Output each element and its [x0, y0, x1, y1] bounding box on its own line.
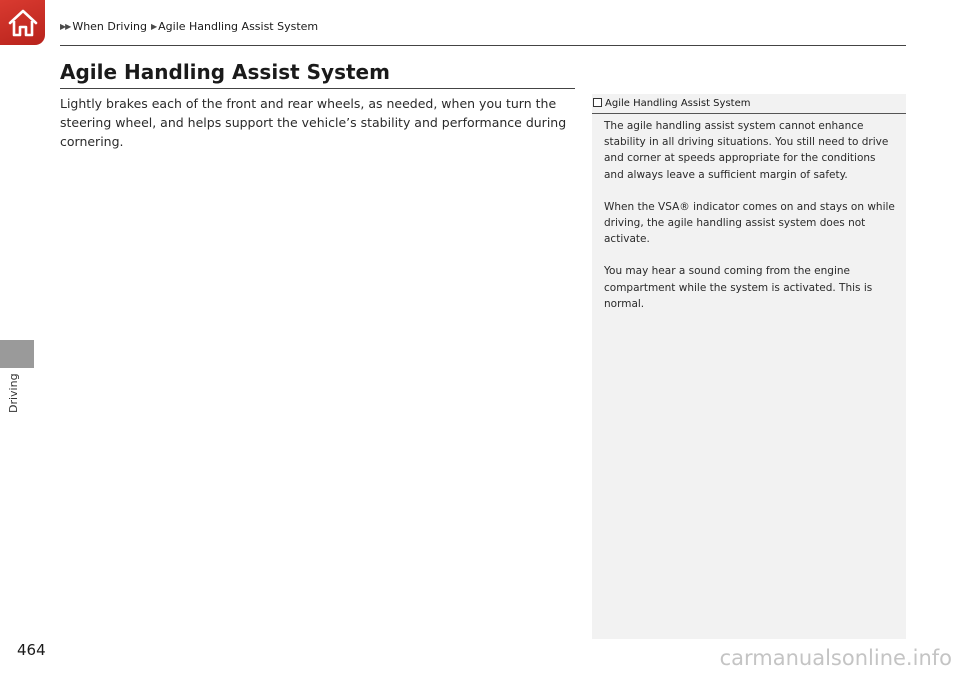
note-body [604, 118, 898, 328]
home-icon [7, 8, 39, 38]
note-header [592, 94, 906, 114]
breadcrumb-item-agile-handling[interactable]: Agile Handling Assist System [158, 20, 319, 33]
section-tab[interactable] [0, 340, 34, 368]
note-box-icon [593, 98, 602, 107]
note-title: Agile Handling Assist System [605, 98, 751, 109]
triangle-icon: ▶ [150, 22, 157, 31]
home-button[interactable] [0, 0, 45, 45]
page-number: 464 [17, 641, 46, 659]
watermark: carmanualsonline.info [719, 646, 952, 670]
note-panel [592, 94, 906, 639]
title-divider [60, 88, 575, 89]
note-paragraph: When the VSA® indicator comes on and stays on while driving, the agile handling assist system does not activate. [604, 200, 895, 246]
header-divider [60, 45, 906, 46]
note-paragraph: The agile handling assist system cannot enhance stability in all driving situations. You still need to drive and corner at speeds appropriate for the conditions and always leave a sufficient margin of safety. [604, 120, 889, 181]
page-title: Agile Handling Assist System [60, 60, 390, 84]
body-paragraph: Lightly brakes each of the front and rear wheels, as needed, when you turn the steering wheel, and helps support the vehicle’s stability and performance during cornering. [60, 96, 567, 149]
breadcrumb-item-when-driving[interactable]: When Driving [72, 20, 147, 33]
breadcrumb [60, 20, 322, 33]
section-tab-label: Driving [7, 373, 20, 413]
double-triangle-icon: ▶▶ [60, 22, 71, 31]
note-paragraph: You may hear a sound coming from the engine compartment while the system is activated. This is normal. [604, 265, 873, 310]
